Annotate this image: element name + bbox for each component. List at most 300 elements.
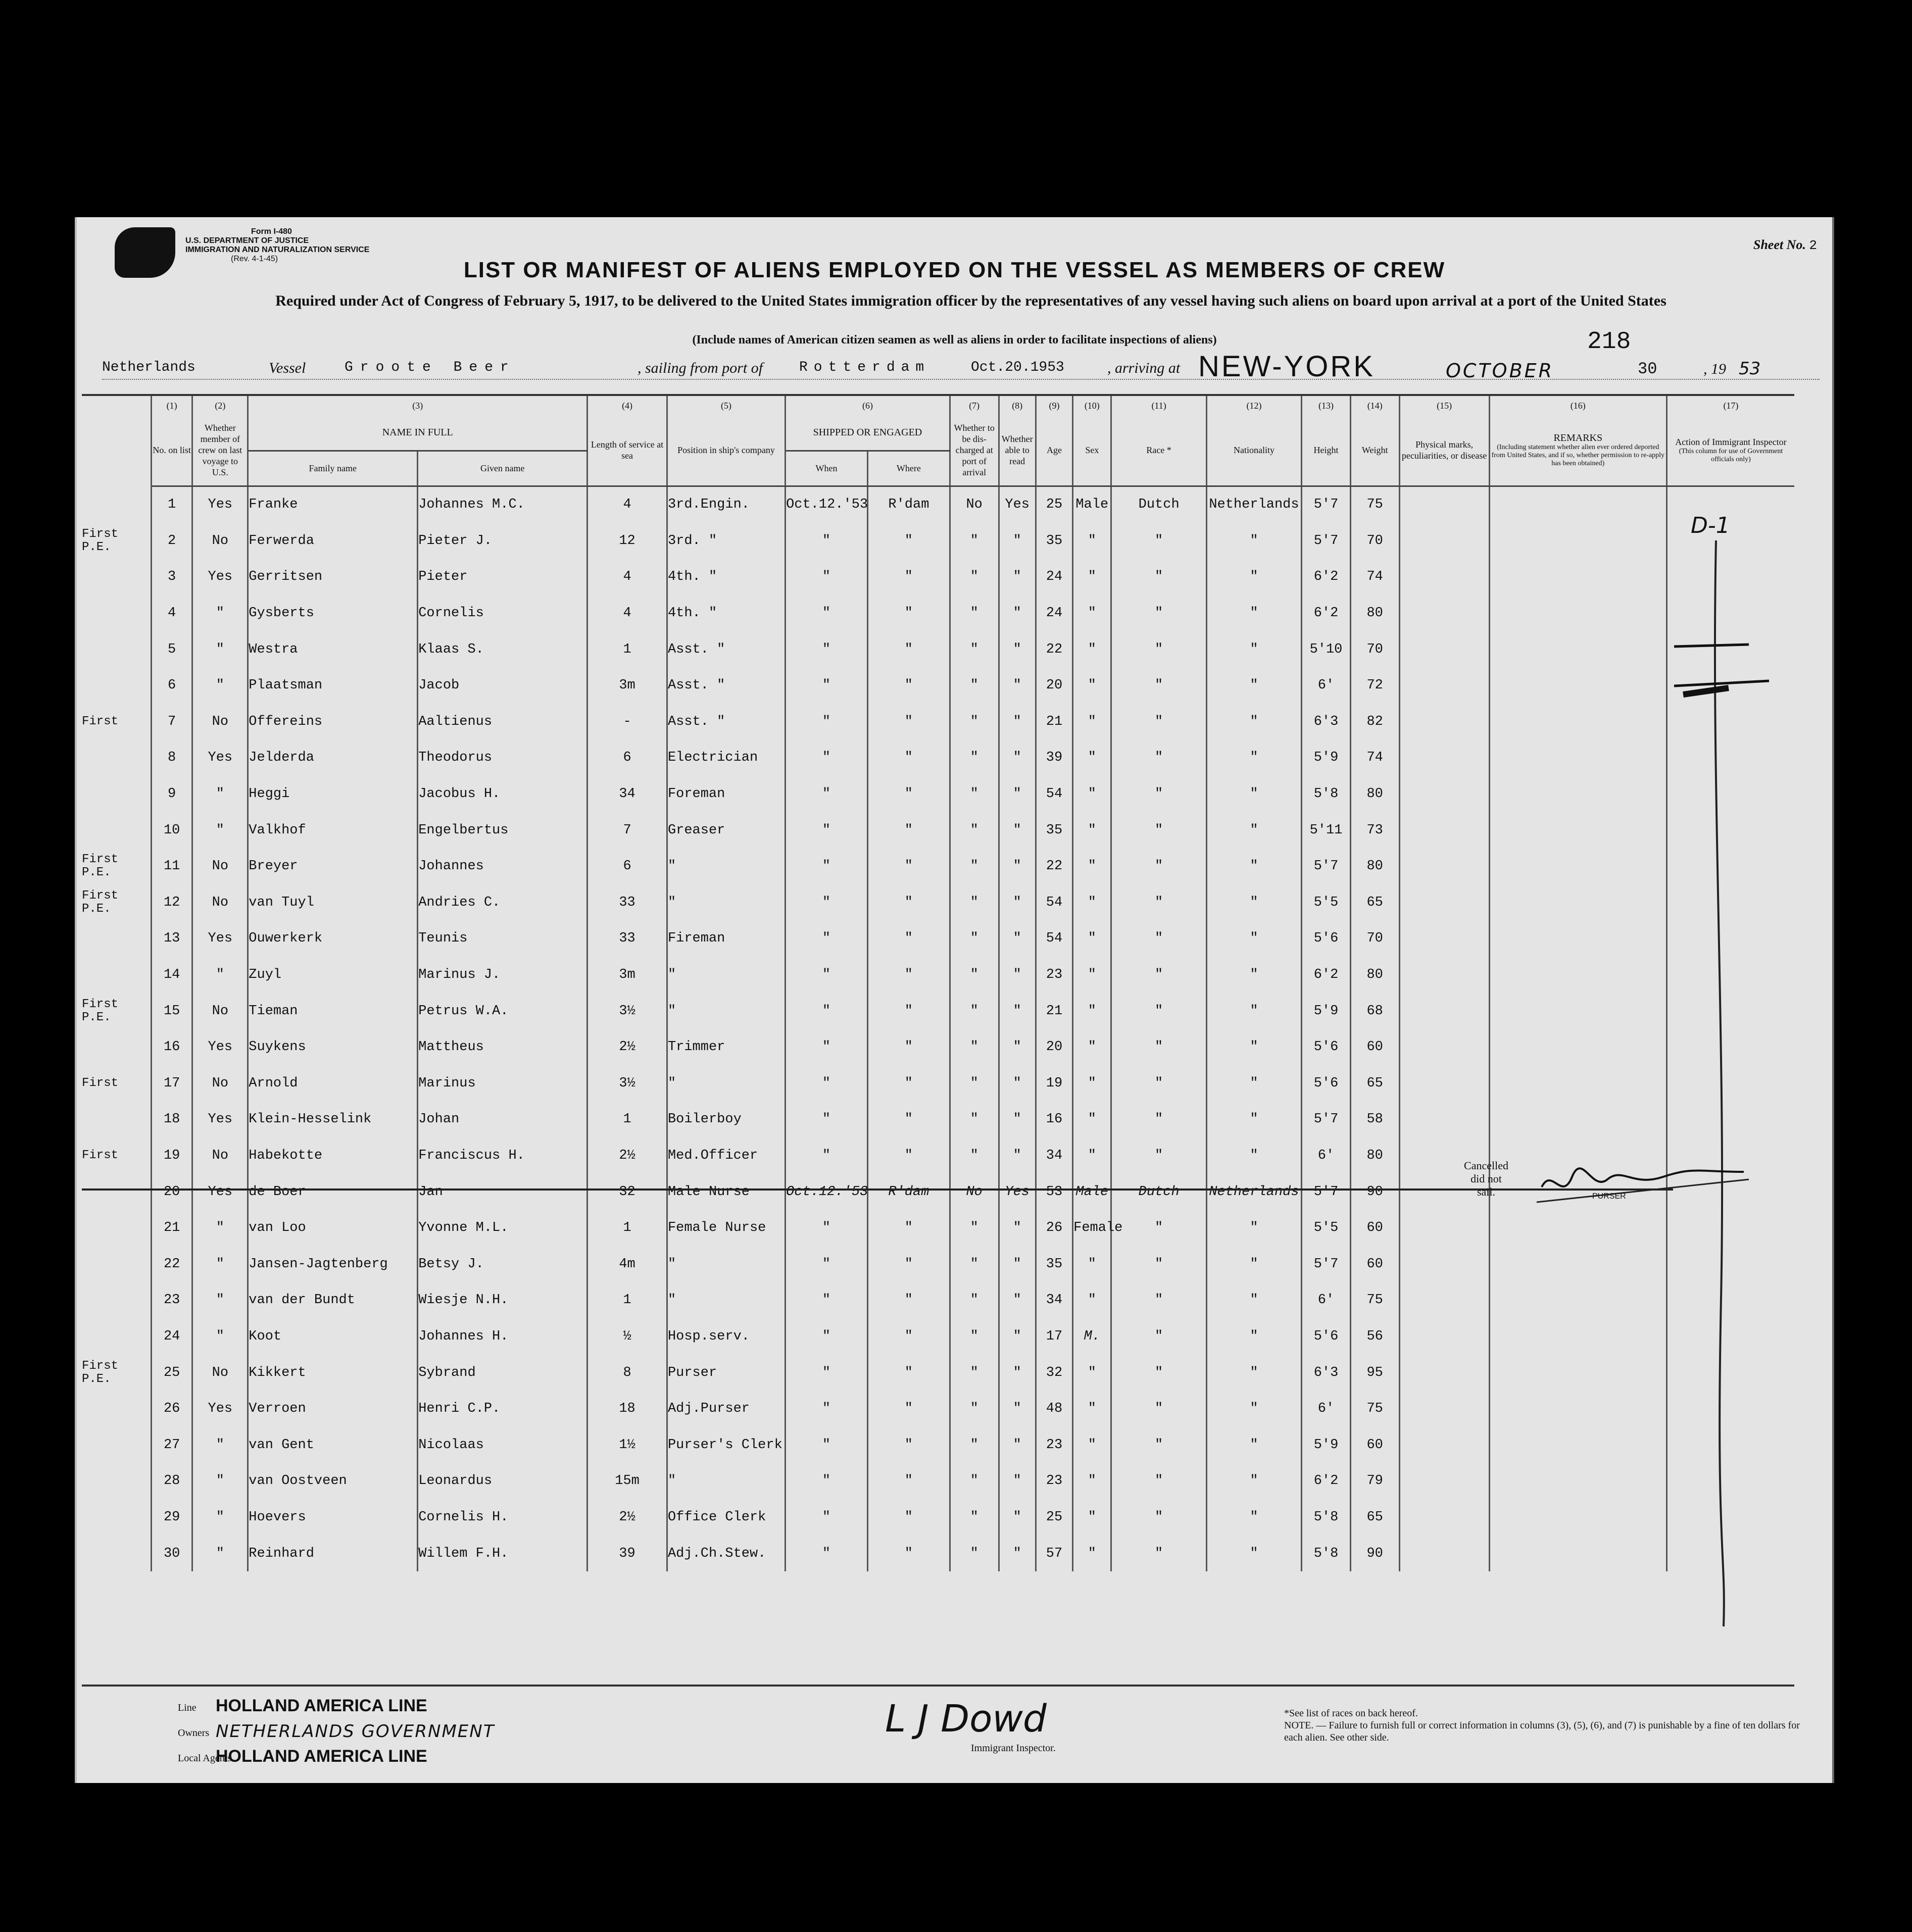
shipped-where-cell: " — [867, 1391, 950, 1427]
last-voyage-cell: Yes — [192, 921, 248, 957]
weight-cell: 80 — [1350, 957, 1399, 993]
nationality-cell: " — [1206, 1535, 1301, 1572]
nationality-cell: " — [1206, 921, 1301, 957]
age-cell: 24 — [1036, 559, 1072, 596]
height-cell: 5'5 — [1302, 1210, 1351, 1246]
able-to-read-cell: " — [999, 667, 1036, 704]
shipped-where-cell: " — [867, 921, 950, 957]
service-length-cell: 1½ — [587, 1427, 667, 1463]
nationality-cell: " — [1206, 957, 1301, 993]
sex-cell: " — [1073, 704, 1111, 740]
physical-marks-cell — [1399, 486, 1489, 523]
physical-marks-cell — [1399, 848, 1489, 884]
age-cell: 48 — [1036, 1391, 1072, 1427]
able-to-read-cell: " — [999, 559, 1036, 596]
header-c16-num: (16) — [1489, 395, 1666, 415]
shipped-when-cell: " — [786, 776, 868, 812]
race-cell: " — [1111, 740, 1206, 776]
last-voyage-cell: " — [192, 1535, 248, 1572]
margin-note — [82, 1535, 151, 1572]
last-voyage-cell: Yes — [192, 1102, 248, 1138]
header-able-to-read: Whether able to read — [999, 415, 1036, 486]
row-number: 6 — [151, 667, 192, 704]
remarks-cell — [1489, 993, 1666, 1029]
physical-marks-cell — [1399, 957, 1489, 993]
nationality-cell: " — [1206, 1137, 1301, 1174]
shipped-where-cell: " — [867, 1318, 950, 1355]
race-cell: Dutch — [1111, 1174, 1206, 1210]
margin-note — [82, 1318, 151, 1355]
physical-marks-cell — [1399, 1029, 1489, 1065]
header-remarks: REMARKS (Including statement whether alien ever ordered deported from United States, and if so, whether permission to re-apply has been obtained) — [1489, 415, 1666, 486]
arrival-year: 53 — [1739, 359, 1761, 379]
service-length-cell: 3½ — [587, 1065, 667, 1102]
purser-label: PURSER — [1592, 1192, 1626, 1201]
discharged-cell: " — [950, 1210, 999, 1246]
table-row — [82, 957, 1794, 993]
age-cell: 34 — [1036, 1282, 1072, 1319]
sex-cell: " — [1073, 812, 1111, 849]
able-to-read-cell: Yes — [999, 486, 1036, 523]
shipped-when-cell: " — [786, 1246, 868, 1282]
remarks-cell — [1489, 704, 1666, 740]
flag-country: Netherlands — [102, 360, 195, 375]
margin-note: First P.E. — [82, 993, 151, 1029]
given-name-cell: Aaltienus — [418, 704, 587, 740]
family-name-cell: Suykens — [248, 1029, 418, 1065]
crew-manifest-table — [82, 394, 1794, 1571]
discharged-cell: " — [950, 1535, 999, 1572]
remarks-cell — [1489, 1065, 1666, 1102]
row-number: 18 — [151, 1102, 192, 1138]
header-physical-marks: Physical marks, peculiarities, or disease — [1399, 415, 1489, 486]
physical-marks-cell — [1399, 1391, 1489, 1427]
service-length-cell: 1 — [587, 1102, 667, 1138]
service-length-cell: 4 — [587, 559, 667, 596]
row-number: 19 — [151, 1137, 192, 1174]
height-cell: 5'7 — [1302, 523, 1351, 559]
age-cell: 54 — [1036, 776, 1072, 812]
family-name-cell: Jansen-Jagtenberg — [248, 1246, 418, 1282]
physical-marks-cell — [1399, 1355, 1489, 1391]
position-cell: Trimmer — [667, 1029, 785, 1065]
discharged-cell: " — [950, 1102, 999, 1138]
shipped-where-cell: " — [867, 631, 950, 668]
sex-cell: " — [1073, 667, 1111, 704]
shipped-when-cell: " — [786, 1282, 868, 1319]
last-voyage-cell: " — [192, 631, 248, 668]
race-cell: " — [1111, 1499, 1206, 1535]
inspector-label: Immigrant Inspector. — [971, 1743, 1056, 1754]
height-cell: 6'2 — [1302, 957, 1351, 993]
height-cell: 5'9 — [1302, 740, 1351, 776]
weight-cell: 68 — [1350, 993, 1399, 1029]
remarks-cell — [1489, 884, 1666, 921]
given-name-cell: Franciscus H. — [418, 1137, 587, 1174]
family-name-cell: Ouwerkerk — [248, 921, 418, 957]
discharged-cell: " — [950, 1355, 999, 1391]
service-length-cell: 6 — [587, 848, 667, 884]
shipped-when-cell: " — [786, 884, 868, 921]
header-c4-num: (4) — [587, 395, 667, 415]
race-cell: " — [1111, 993, 1206, 1029]
family-name-cell: Hoevers — [248, 1499, 418, 1535]
physical-marks-cell — [1399, 1535, 1489, 1572]
remarks-cell — [1489, 595, 1666, 631]
discharged-cell: " — [950, 595, 999, 631]
table-row — [82, 1102, 1794, 1138]
family-name-cell: Offereins — [248, 704, 418, 740]
shipped-when-cell: " — [786, 704, 868, 740]
given-name-cell: Mattheus — [418, 1029, 587, 1065]
shipped-where-cell: " — [867, 1499, 950, 1535]
family-name-cell: de Boer — [248, 1174, 418, 1210]
able-to-read-cell: " — [999, 704, 1036, 740]
race-cell: " — [1111, 523, 1206, 559]
table-row — [82, 704, 1794, 740]
shipped-when-cell: " — [786, 595, 868, 631]
able-to-read-cell: " — [999, 957, 1036, 993]
race-cell: " — [1111, 1355, 1206, 1391]
able-to-read-cell: " — [999, 884, 1036, 921]
row-number: 7 — [151, 704, 192, 740]
header-c14-num: (14) — [1350, 395, 1399, 415]
header-c10-num: (10) — [1073, 395, 1111, 415]
shipped-when-cell: " — [786, 1210, 868, 1246]
age-cell: 21 — [1036, 993, 1072, 1029]
table-row — [82, 921, 1794, 957]
service-length-cell: 4 — [587, 595, 667, 631]
height-cell: 6'2 — [1302, 1463, 1351, 1500]
last-voyage-cell: No — [192, 1065, 248, 1102]
family-name-cell: van der Bundt — [248, 1282, 418, 1319]
discharged-cell: " — [950, 776, 999, 812]
weight-cell: 70 — [1350, 921, 1399, 957]
race-cell: " — [1111, 667, 1206, 704]
margin-note — [82, 631, 151, 668]
footer-owners-row: Owners NETHERLANDS GOVERNMENT — [178, 1721, 495, 1742]
family-name-cell: van Tuyl — [248, 884, 418, 921]
given-name-cell: Petrus W.A. — [418, 993, 587, 1029]
physical-marks-cell — [1399, 1499, 1489, 1535]
race-cell: " — [1111, 559, 1206, 596]
remarks-cell — [1489, 1029, 1666, 1065]
last-voyage-cell: " — [192, 957, 248, 993]
header-no-on-list: No. on list — [151, 415, 192, 486]
weight-cell: 75 — [1350, 1282, 1399, 1319]
family-name-cell: Reinhard — [248, 1535, 418, 1572]
sex-cell: Male — [1073, 486, 1111, 523]
able-to-read-cell: " — [999, 740, 1036, 776]
able-to-read-cell: " — [999, 1282, 1036, 1319]
header-nationality: Nationality — [1206, 415, 1301, 486]
family-name-cell: Plaatsman — [248, 667, 418, 704]
table-row — [82, 1246, 1794, 1282]
family-name-cell: van Loo — [248, 1210, 418, 1246]
family-name-cell: van Oostveen — [248, 1463, 418, 1500]
remarks-cell — [1489, 559, 1666, 596]
margin-note: First — [82, 704, 151, 740]
discharged-cell: No — [950, 1174, 999, 1210]
form-department: U.S. DEPARTMENT OF JUSTICE — [185, 236, 309, 245]
physical-marks-cell — [1399, 740, 1489, 776]
header-c9-num: (9) — [1036, 395, 1072, 415]
weight-cell: 60 — [1350, 1210, 1399, 1246]
able-to-read-cell: " — [999, 1427, 1036, 1463]
height-cell: 6'2 — [1302, 595, 1351, 631]
able-to-read-cell: " — [999, 1065, 1036, 1102]
row-number: 15 — [151, 993, 192, 1029]
age-cell: 35 — [1036, 523, 1072, 559]
given-name-cell: Johannes — [418, 848, 587, 884]
service-length-cell: 18 — [587, 1391, 667, 1427]
discharged-cell: " — [950, 812, 999, 849]
able-to-read-cell: " — [999, 1463, 1036, 1500]
weight-cell: 95 — [1350, 1355, 1399, 1391]
shipped-when-cell: " — [786, 631, 868, 668]
position-cell: Boilerboy — [667, 1102, 785, 1138]
sex-cell: " — [1073, 740, 1111, 776]
nationality-cell: " — [1206, 559, 1301, 596]
age-cell: 54 — [1036, 884, 1072, 921]
vessel-label: Vessel — [269, 360, 306, 376]
service-length-cell: 15m — [587, 1463, 667, 1500]
height-cell: 5'6 — [1302, 921, 1351, 957]
height-cell: 5'7 — [1302, 1102, 1351, 1138]
last-voyage-cell: Yes — [192, 486, 248, 523]
weight-cell: 65 — [1350, 884, 1399, 921]
header-discharged: Whether to be dis-charged at port of arrival — [950, 415, 999, 486]
height-cell: 5'7 — [1302, 1246, 1351, 1282]
margin-note — [82, 559, 151, 596]
margin-note: First P.E. — [82, 848, 151, 884]
table-row — [82, 1029, 1794, 1065]
discharged-cell: " — [950, 1282, 999, 1319]
position-cell: Foreman — [667, 776, 785, 812]
given-name-cell: Pieter J. — [418, 523, 587, 559]
height-cell: 6'3 — [1302, 704, 1351, 740]
discharged-cell: " — [950, 1391, 999, 1427]
race-cell: " — [1111, 848, 1206, 884]
shipped-when-cell: " — [786, 848, 868, 884]
physical-marks-cell — [1399, 1282, 1489, 1319]
table-row — [82, 667, 1794, 704]
inspector-action-cell — [1666, 486, 1794, 523]
nationality-cell: " — [1206, 993, 1301, 1029]
form-subtitle: Required under Act of Congress of February 5, 1917, to be delivered to the United States immigration officer by the representatives of any vessel having such aliens on board upon arrival at a port of the United States — [275, 292, 1666, 309]
row-number: 17 — [151, 1065, 192, 1102]
age-cell: 34 — [1036, 1137, 1072, 1174]
sex-cell: M. — [1073, 1318, 1111, 1355]
discharged-cell: " — [950, 1463, 999, 1500]
race-cell: " — [1111, 631, 1206, 668]
given-name-cell: Cornelis — [418, 595, 587, 631]
race-cell: " — [1111, 704, 1206, 740]
remarks-cell — [1489, 1391, 1666, 1427]
table-row — [82, 559, 1794, 596]
physical-marks-cell — [1399, 523, 1489, 559]
table-row — [82, 523, 1794, 559]
row-number: 30 — [151, 1535, 192, 1572]
row-number: 28 — [151, 1463, 192, 1500]
nationality-cell: " — [1206, 1463, 1301, 1500]
sex-cell: " — [1073, 1065, 1111, 1102]
header-inspector-action: Action of Immigrant Inspector (This column for use of Government officials only) — [1666, 415, 1794, 486]
given-name-cell: Johannes M.C. — [418, 486, 587, 523]
page-number: 218 — [1587, 328, 1631, 356]
race-cell: " — [1111, 1246, 1206, 1282]
header-family-name: Family name — [248, 451, 418, 486]
nationality-cell: " — [1206, 1318, 1301, 1355]
position-cell: " — [667, 957, 785, 993]
physical-marks-cell — [1399, 812, 1489, 849]
age-cell: 53 — [1036, 1174, 1072, 1210]
table-row — [82, 595, 1794, 631]
able-to-read-cell: " — [999, 1535, 1036, 1572]
service-length-cell: 3m — [587, 667, 667, 704]
family-name-cell: Habekotte — [248, 1137, 418, 1174]
given-name-cell: Marinus — [418, 1065, 587, 1102]
last-voyage-cell: No — [192, 704, 248, 740]
position-cell: " — [667, 1065, 785, 1102]
sex-cell: " — [1073, 559, 1111, 596]
shipped-when-cell: " — [786, 1499, 868, 1535]
family-name-cell: Koot — [248, 1318, 418, 1355]
nationality-cell: " — [1206, 595, 1301, 631]
weight-cell: 80 — [1350, 848, 1399, 884]
age-cell: 23 — [1036, 1427, 1072, 1463]
service-length-cell: 6 — [587, 740, 667, 776]
remarks-cell — [1489, 1246, 1666, 1282]
shipped-where-cell: " — [867, 1463, 950, 1500]
header-c15-num: (15) — [1399, 395, 1489, 415]
discharged-cell: " — [950, 1029, 999, 1065]
header-c17-num: (17) — [1666, 395, 1794, 415]
able-to-read-cell: " — [999, 1318, 1036, 1355]
departure-date: Oct.20.1953 — [971, 360, 1064, 375]
header-last-voyage: Whether member of crew on last voyage to U.S. — [192, 415, 248, 486]
physical-marks-cell — [1399, 921, 1489, 957]
shipped-where-cell: " — [867, 1137, 950, 1174]
race-cell: " — [1111, 1102, 1206, 1138]
last-voyage-cell: Yes — [192, 559, 248, 596]
position-cell: Med.Officer — [667, 1137, 785, 1174]
race-cell: Dutch — [1111, 486, 1206, 523]
table-row — [82, 1391, 1794, 1427]
table-row — [82, 993, 1794, 1029]
last-voyage-cell: " — [192, 1499, 248, 1535]
footer-agents-row: Local Agents HOLLAND AMERICA LINE — [178, 1747, 427, 1766]
margin-note — [82, 1174, 151, 1210]
sailing-label: , sailing from port of — [638, 360, 763, 376]
owners-value: NETHERLANDS GOVERNMENT — [216, 1721, 495, 1742]
physical-marks-cell — [1399, 1246, 1489, 1282]
row-number: 8 — [151, 740, 192, 776]
physical-marks-cell — [1399, 1427, 1489, 1463]
sex-cell: " — [1073, 957, 1111, 993]
inspector-signature: L J Dowd — [885, 1697, 1047, 1741]
given-name-cell: Johannes H. — [418, 1318, 587, 1355]
discharged-cell: " — [950, 1065, 999, 1102]
shipped-when-cell: " — [786, 993, 868, 1029]
arrival-year-prefix: , 19 — [1703, 361, 1726, 377]
race-cell: " — [1111, 884, 1206, 921]
position-cell: Adj.Purser — [667, 1391, 785, 1427]
shipped-where-cell: " — [867, 1210, 950, 1246]
nationality-cell: " — [1206, 1282, 1301, 1319]
shipped-when-cell: Oct.12.'53 — [786, 1174, 868, 1210]
last-voyage-cell: Yes — [192, 1391, 248, 1427]
family-name-cell: Tieman — [248, 993, 418, 1029]
able-to-read-cell: " — [999, 1355, 1036, 1391]
race-cell: " — [1111, 1282, 1206, 1319]
margin-note: First — [82, 1065, 151, 1102]
remarks-cell — [1489, 1210, 1666, 1246]
position-cell: Fireman — [667, 921, 785, 957]
nationality-cell: " — [1206, 1102, 1301, 1138]
age-cell: 20 — [1036, 667, 1072, 704]
last-voyage-cell: No — [192, 523, 248, 559]
shipped-where-cell: " — [867, 1029, 950, 1065]
remarks-cell — [1489, 776, 1666, 812]
service-length-cell: ½ — [587, 1318, 667, 1355]
margin-note — [82, 1463, 151, 1500]
last-voyage-cell: " — [192, 1210, 248, 1246]
position-cell: 3rd. " — [667, 523, 785, 559]
shipped-where-cell: " — [867, 1065, 950, 1102]
manifest-sheet — [75, 217, 1834, 1783]
weight-cell: 90 — [1350, 1535, 1399, 1572]
service-length-cell: 3m — [587, 957, 667, 993]
row-number: 1 — [151, 486, 192, 523]
table-row — [82, 1463, 1794, 1500]
service-length-cell: 3½ — [587, 993, 667, 1029]
race-cell: " — [1111, 1137, 1206, 1174]
shipped-where-cell: " — [867, 1246, 950, 1282]
margin-note — [82, 1499, 151, 1535]
position-cell: Asst. " — [667, 631, 785, 668]
discharged-cell: " — [950, 1137, 999, 1174]
family-name-cell: Gerritsen — [248, 559, 418, 596]
given-name-cell: Jacob — [418, 667, 587, 704]
weight-cell: 65 — [1350, 1065, 1399, 1102]
height-cell: 5'6 — [1302, 1065, 1351, 1102]
height-cell: 6'3 — [1302, 1355, 1351, 1391]
service-length-cell: 7 — [587, 812, 667, 849]
nationality-cell: " — [1206, 1355, 1301, 1391]
remarks-cell — [1489, 1282, 1666, 1319]
race-cell: " — [1111, 1535, 1206, 1572]
height-cell: 5'10 — [1302, 631, 1351, 668]
position-cell: Hosp.serv. — [667, 1318, 785, 1355]
weight-cell: 72 — [1350, 667, 1399, 704]
margin-note — [82, 1282, 151, 1319]
physical-marks-cell — [1399, 1318, 1489, 1355]
height-cell: 5'9 — [1302, 1427, 1351, 1463]
arriving-label: , arriving at — [1107, 360, 1181, 376]
shipped-when-cell: " — [786, 957, 868, 993]
given-name-cell: Engelbertus — [418, 812, 587, 849]
margin-note — [82, 486, 151, 523]
margin-note — [82, 1210, 151, 1246]
able-to-read-cell: " — [999, 848, 1036, 884]
nationality-cell: " — [1206, 848, 1301, 884]
table-row — [82, 1499, 1794, 1535]
table-row — [82, 1318, 1794, 1355]
table-row — [82, 848, 1794, 884]
last-voyage-cell: " — [192, 1246, 248, 1282]
remarks-cell — [1489, 523, 1666, 559]
